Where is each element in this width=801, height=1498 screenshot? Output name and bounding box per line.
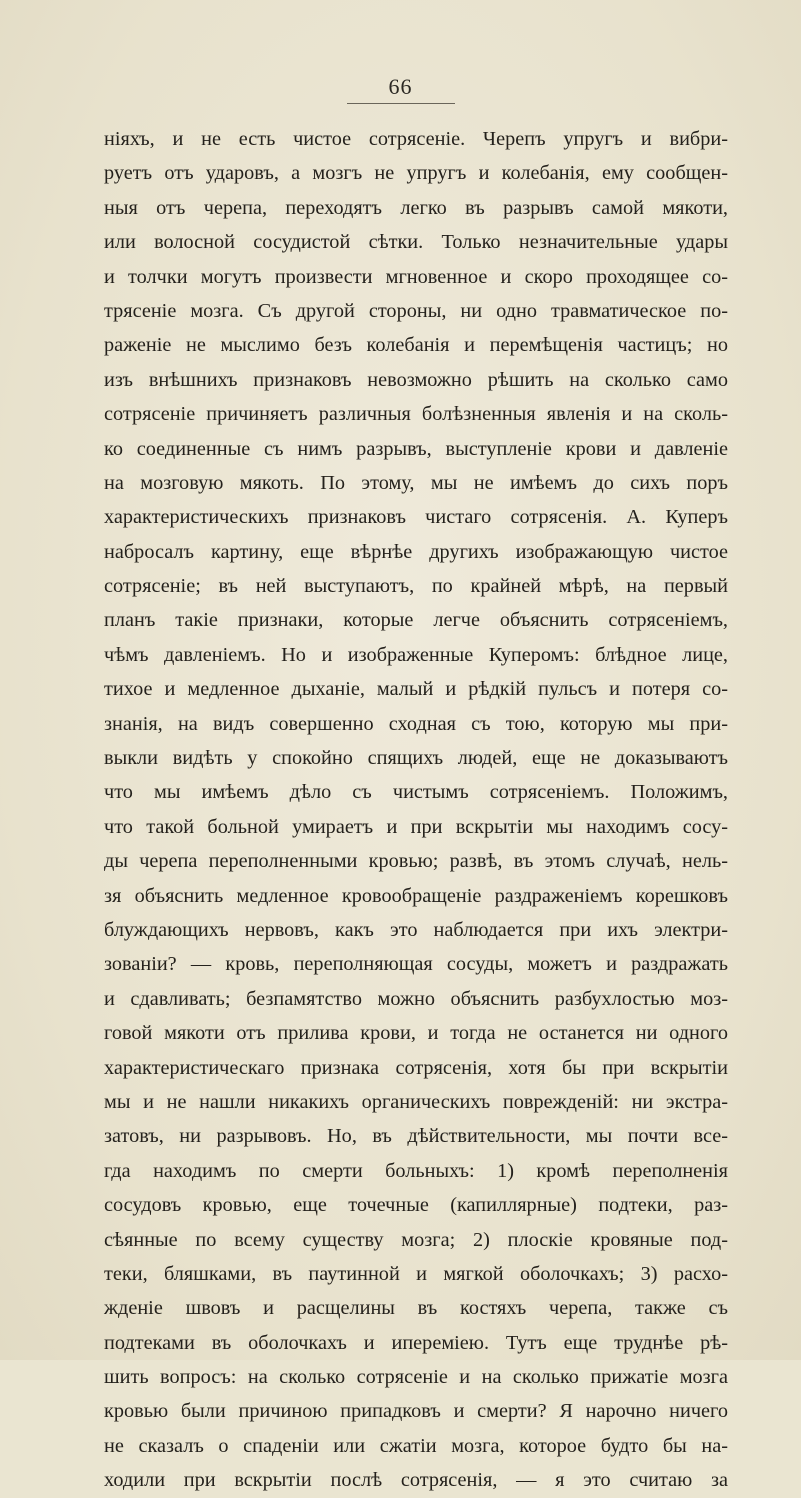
text-line: чѣмъ давленіемъ. Но и изображенные Куперомъ: блѣдное лице,	[104, 643, 728, 666]
text-line: не сказалъ о спаденіи или сжатіи мозга, которое будто бы на-	[104, 1434, 728, 1457]
text-line: ко соединенные съ нимъ разрывъ, выступленіе крови и давленіе	[104, 437, 728, 460]
text-line: на мозговую мякоть. По этому, мы не имѣемъ до сихъ поръ	[104, 471, 728, 494]
text-line: сѣянные по всему существу мозга; 2) плоскіе кровяные под-	[104, 1228, 728, 1251]
text-line: гда находимъ по смерти больныхъ: 1) кромѣ переполненія	[104, 1159, 728, 1182]
text-line: планъ такіе признаки, которые легче объяснить сотрясеніемъ,	[104, 609, 728, 632]
text-line: ніяхъ, и не есть чистое сотрясеніе. Черепъ упругъ и вибри-	[104, 128, 728, 150]
page-number: 66	[388, 74, 413, 99]
text-line: знанія, на видъ совершенно сходная съ тою, которую мы при-	[104, 712, 728, 735]
text-line: ходили при вскрытіи послѣ сотрясенія, — я это считаю за	[104, 1469, 728, 1492]
text-line: блуждающихъ нервовъ, какъ это наблюдается при ихъ электри-	[104, 918, 728, 941]
text-line: и толчки могутъ произвести мгновенное и скоро проходящее со-	[104, 265, 728, 288]
text-line: зя объяснить медленное кровообращеніе раздраженіемъ корешковъ	[104, 884, 728, 907]
text-line: сосудовъ кровью, еще точечные (капиллярные) подтеки, раз-	[104, 1194, 728, 1217]
text-line: ныя отъ черепа, переходятъ легко въ разрывъ самой мякоти,	[104, 196, 728, 219]
text-line: говой мякоти отъ прилива крови, и тогда не останется ни одного	[104, 1022, 728, 1045]
text-line: сотрясеніе причиняетъ различныя болѣзненныя явленія и на сколь-	[104, 403, 728, 426]
text-line: сотрясеніе; въ ней выступаютъ, по крайней мѣрѣ, на первый	[104, 575, 728, 598]
text-line: тихое и медленное дыханіе, малый и рѣдкій пульсъ и потеря со-	[104, 678, 728, 701]
text-line: что мы имѣемъ дѣло съ чистымъ сотрясеніемъ. Положимъ,	[104, 781, 728, 804]
text-line: что такой больной умираетъ и при вскрытіи мы находимъ сосу-	[104, 815, 728, 838]
text-line: ды черепа переполненными кровью; развѣ, въ этомъ случаѣ, нель-	[104, 850, 728, 873]
text-line: изъ внѣшнихъ признаковъ невозможно рѣшить на сколько само	[104, 368, 728, 391]
text-line: характеристическаго признака сотрясенія, хотя бы при вскрытіи	[104, 1056, 728, 1079]
body-text	[104, 122, 728, 1498]
text-line: мы и не нашли никакихъ органическихъ поврежденій: ни экстра-	[104, 1090, 728, 1113]
text-line: раженіе не мыслимо безъ колебанія и перемѣщенія частицъ; но	[104, 334, 728, 357]
text-line: затовъ, ни разрывовъ. Но, въ дѣйствительности, мы почти все-	[104, 1125, 728, 1148]
text-line: руетъ отъ ударовъ, а мозгъ не упругъ и колебанія, ему сообщен-	[104, 162, 728, 185]
text-line: характеристическихъ признаковъ чистаго сотрясенія. А. Куперъ	[104, 506, 728, 529]
header-rule	[347, 103, 455, 104]
text-line: теки, бляшками, въ паутинной и мягкой оболочкахъ; 3) расхо-	[104, 1262, 728, 1285]
text-line: трясеніе мозга. Съ другой стороны, ни одно травматическое по-	[104, 299, 728, 322]
text-line: жденіе швовъ и расщелины въ костяхъ черепа, также съ	[104, 1297, 728, 1320]
text-line: шить вопросъ: на сколько сотрясеніе и на сколько прижатіе мозга	[104, 1366, 728, 1389]
text-line: и сдавливать; безпамятство можно объяснить разбухлостью моз-	[104, 987, 728, 1010]
text-line: зованіи? — кровь, переполняющая сосуды, можетъ и раздражать	[104, 953, 728, 976]
text-line: набросалъ картину, еще вѣрнѣе другихъ изображающую чистое	[104, 540, 728, 563]
text-line: подтеками въ оболочкахъ и ипереміею. Тутъ еще труднѣе рѣ-	[104, 1331, 728, 1354]
text-line: или волосной сосудистой сѣтки. Только незначительные удары	[104, 231, 728, 254]
text-line: кровью были причиною припадковъ и смерти? Я нарочно ничего	[104, 1400, 728, 1423]
text-line: выкли видѣть у спокойно спящихъ людей, еще не доказываютъ	[104, 747, 728, 770]
